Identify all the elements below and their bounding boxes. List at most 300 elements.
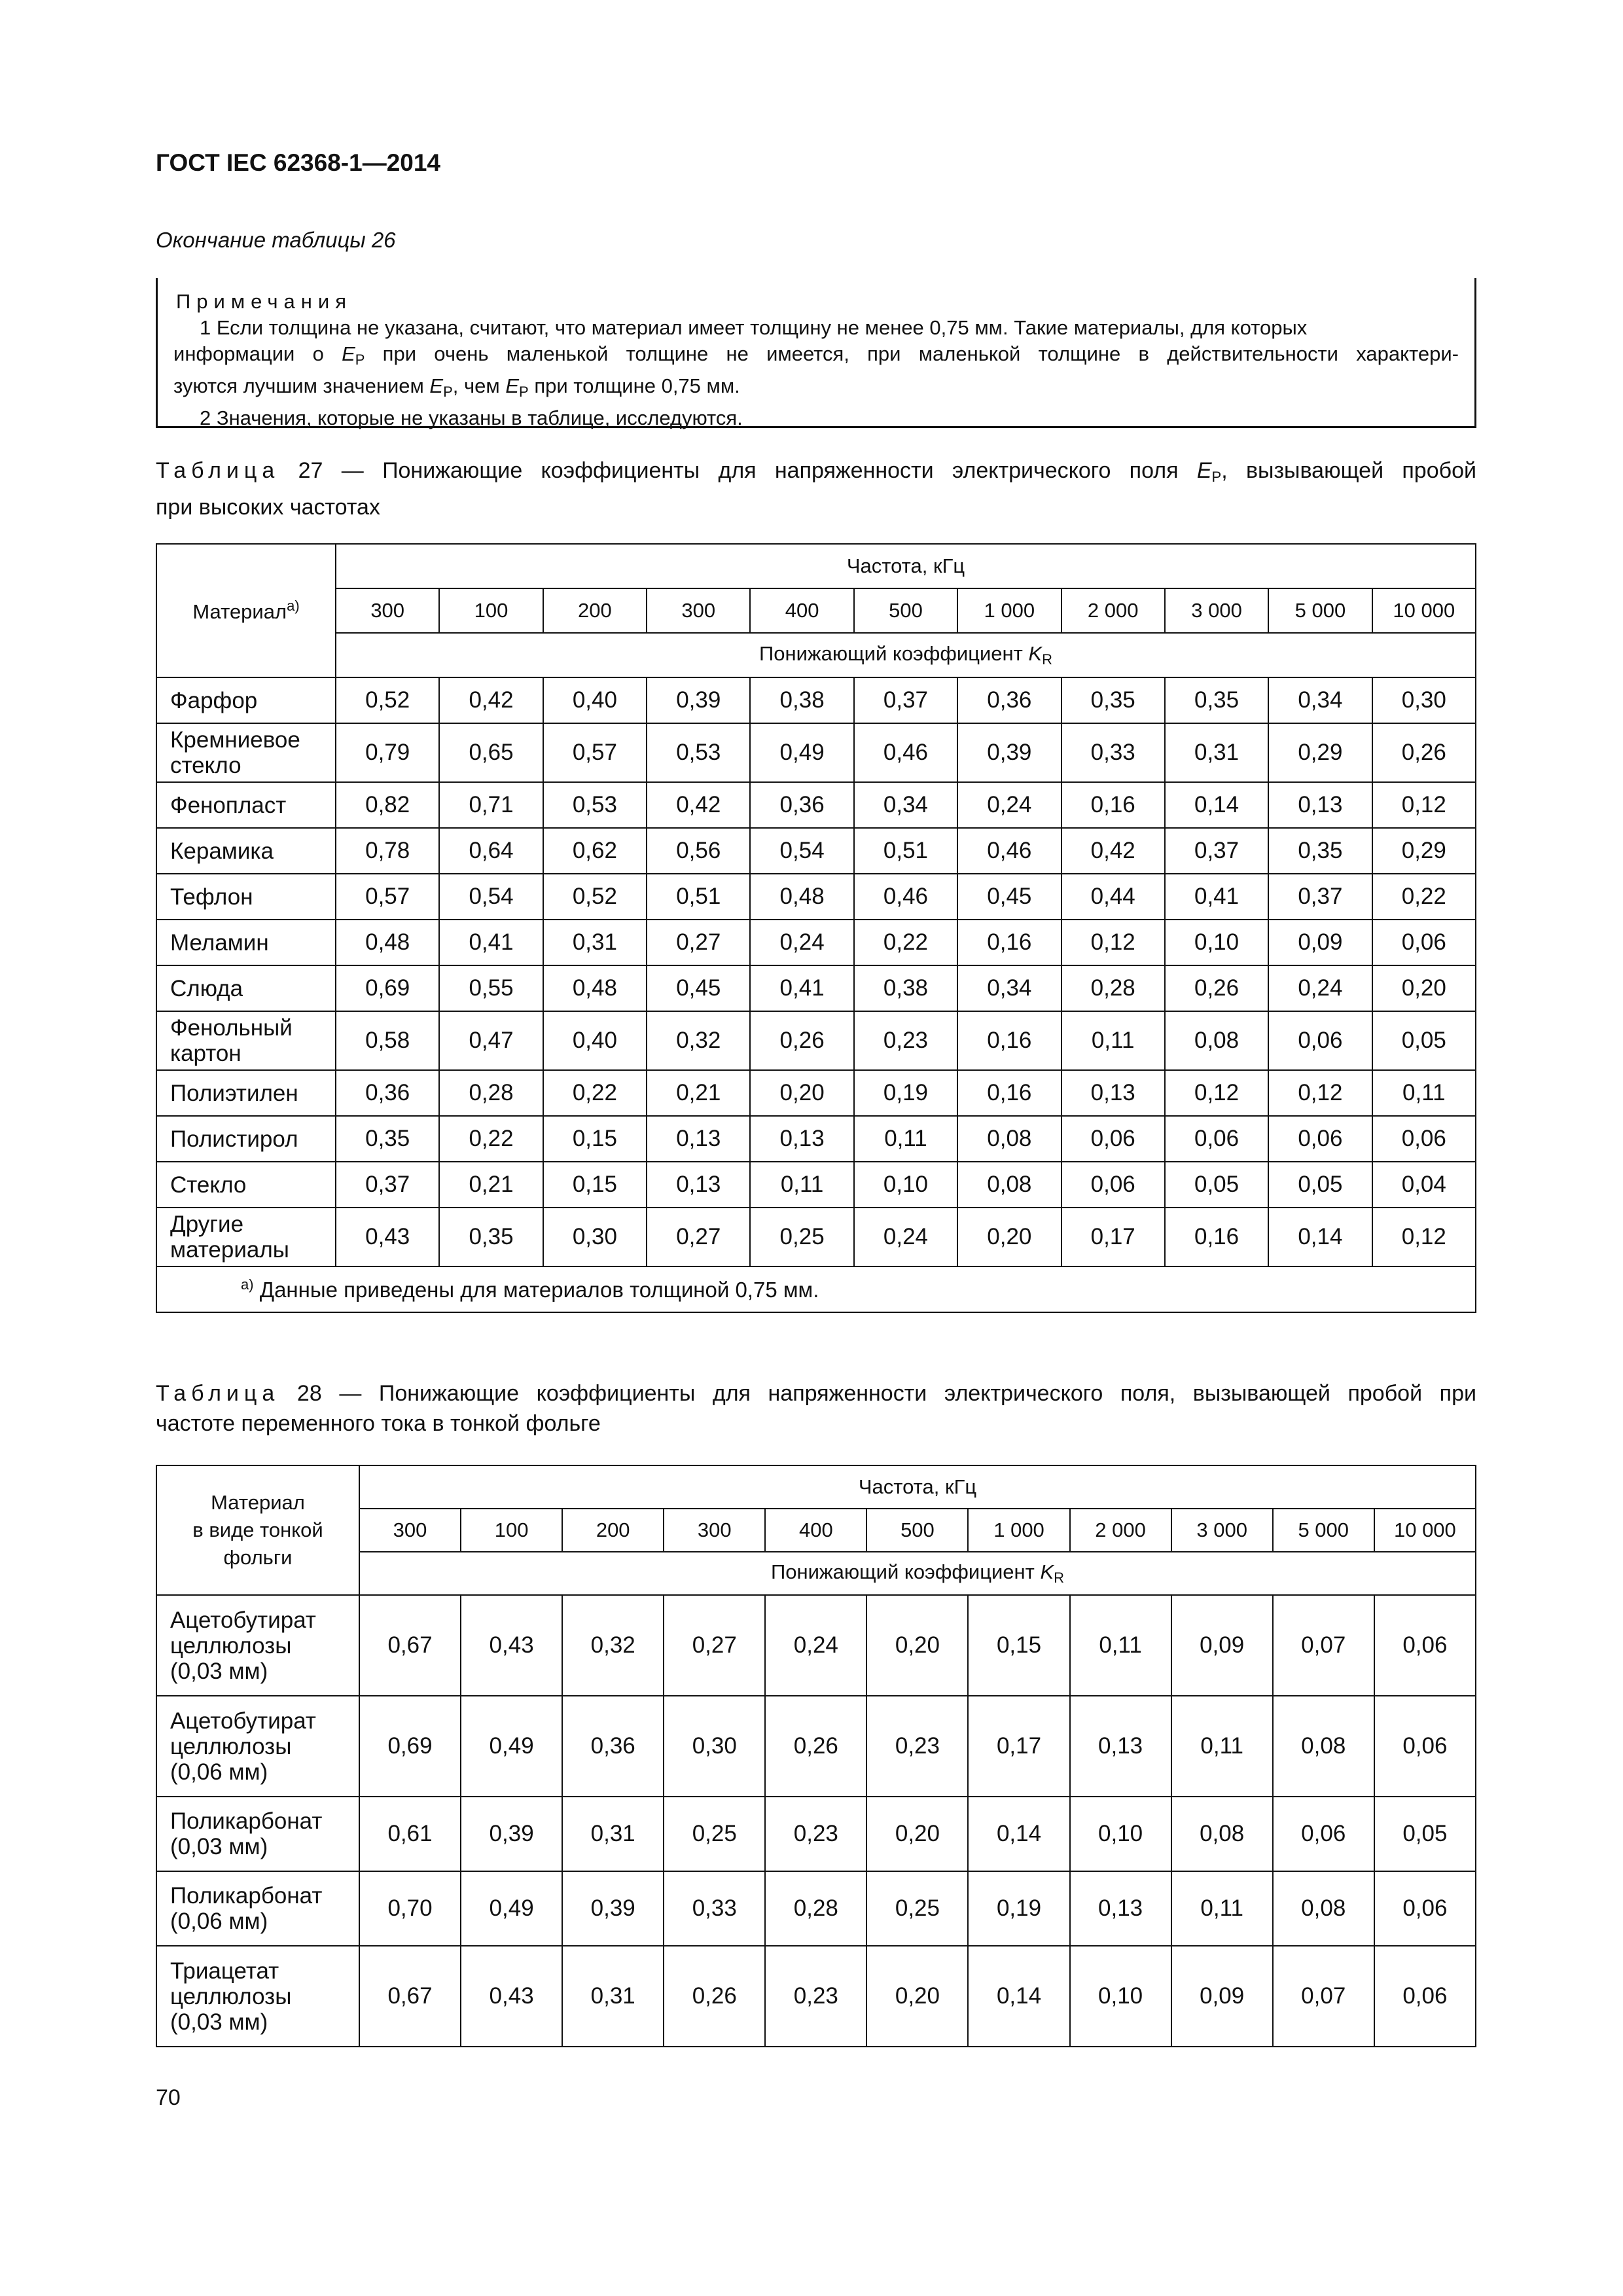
material-name-line: Другие [170, 1211, 244, 1237]
value-cell: 0,67 [359, 1946, 461, 2047]
value-cell: 0,30 [664, 1696, 765, 1797]
value-cell: 0,54 [439, 874, 543, 920]
value-cell: 0,35 [1061, 677, 1165, 723]
value-cell: 0,06 [1372, 920, 1476, 965]
table-28-caption: Таблица 28 — Понижающие коэффициенты для напряженности электрического поля, вызывающей пробой при частоте переменного тока в тонкой фольге [156, 1381, 1476, 1436]
frequency-cell: 300 [336, 588, 439, 633]
value-cell: 0,36 [562, 1696, 664, 1797]
frequency-cell: 300 [359, 1509, 461, 1552]
value-cell: 0,12 [1372, 1208, 1476, 1266]
value-cell: 0,42 [439, 677, 543, 723]
value-cell: 0,06 [1374, 1595, 1476, 1696]
material-name-line: Меламин [170, 929, 269, 956]
value-cell: 0,24 [1268, 965, 1372, 1011]
value-cell: 0,14 [968, 1946, 1069, 2047]
value-cell: 0,33 [664, 1871, 765, 1946]
value-cell: 0,35 [336, 1116, 439, 1162]
material-cell [156, 1208, 336, 1266]
coefficient-subscript: R [1054, 1570, 1065, 1586]
coefficient-symbol: K [1040, 1560, 1054, 1583]
value-cell: 0,43 [336, 1208, 439, 1266]
value-cell: 0,10 [1070, 1946, 1171, 2047]
value-cell: 0,36 [336, 1070, 439, 1116]
frequency-cell: 300 [647, 588, 750, 633]
note-1-line-3: зуются лучшим значением $E_P$, чем $E_P$ при толщине 0,75 мм. [173, 374, 740, 400]
value-cell: 0,33 [1061, 723, 1165, 782]
value-cell: 0,28 [439, 1070, 543, 1116]
material-cell [156, 874, 336, 920]
value-cell: 0,37 [336, 1162, 439, 1208]
frequency-cell: 300 [664, 1509, 765, 1552]
value-cell: 0,27 [664, 1595, 765, 1696]
frequency-cell: 10 000 [1374, 1509, 1476, 1552]
material-cell [156, 1116, 336, 1162]
value-cell: 0,37 [1165, 828, 1268, 874]
value-cell: 0,30 [1372, 677, 1476, 723]
value-cell: 0,24 [765, 1595, 866, 1696]
material-name-line: Фенольный [170, 1015, 293, 1041]
value-cell: 0,46 [957, 828, 1061, 874]
value-cell: 0,16 [1165, 1208, 1268, 1266]
value-cell: 0,11 [1171, 1696, 1273, 1797]
value-cell: 0,39 [562, 1871, 664, 1946]
value-cell: 0,53 [647, 723, 750, 782]
value-cell: 0,05 [1374, 1797, 1476, 1871]
table-row [156, 1070, 1476, 1116]
material-name-line: (0,03 мм) [170, 1658, 268, 1684]
value-cell: 0,09 [1268, 920, 1372, 965]
value-cell: 0,29 [1372, 828, 1476, 874]
value-cell: 0,13 [1061, 1070, 1165, 1116]
value-cell: 0,07 [1273, 1946, 1374, 2047]
material-name-line: (0,03 мм) [170, 2009, 268, 2035]
value-cell: 0,06 [1268, 1011, 1372, 1070]
value-cell: 0,45 [957, 874, 1061, 920]
value-cell: 0,49 [750, 723, 853, 782]
value-cell: 0,13 [647, 1162, 750, 1208]
value-cell: 0,20 [1372, 965, 1476, 1011]
table-row [156, 1116, 1476, 1162]
value-cell: 0,82 [336, 782, 439, 828]
value-cell: 0,35 [439, 1208, 543, 1266]
value-cell: 0,14 [1268, 1208, 1372, 1266]
frequency-cell: 500 [854, 588, 957, 633]
value-cell: 0,05 [1165, 1162, 1268, 1208]
value-cell: 0,04 [1372, 1162, 1476, 1208]
value-cell: 0,21 [439, 1162, 543, 1208]
coefficient-row [156, 633, 1476, 677]
material-cell [156, 828, 336, 874]
value-cell: 0,62 [543, 828, 647, 874]
value-cell: 0,24 [854, 1208, 957, 1266]
material-cell [156, 1946, 359, 2047]
value-cell: 0,32 [647, 1011, 750, 1070]
notes-box [156, 278, 1476, 428]
frequency-cell: 1 000 [957, 588, 1061, 633]
notes-title: Примечания [176, 290, 352, 313]
value-cell: 0,16 [957, 1011, 1061, 1070]
value-cell: 0,40 [543, 677, 647, 723]
material-header [156, 544, 336, 677]
value-cell: 0,12 [1165, 1070, 1268, 1116]
material-cell [156, 1797, 359, 1871]
coefficient-symbol: K [1028, 642, 1043, 665]
coefficient-header-text: Понижающий коэффициент [758, 642, 1029, 665]
material-cell [156, 723, 336, 782]
value-cell: 0,06 [1374, 1696, 1476, 1797]
value-cell: 0,08 [1165, 1011, 1268, 1070]
material-name-line: (0,06 мм) [170, 1759, 268, 1785]
table-row [156, 1871, 1476, 1946]
value-cell: 0,42 [1061, 828, 1165, 874]
value-cell: 0,71 [439, 782, 543, 828]
value-cell: 0,38 [750, 677, 853, 723]
frequency-cell: 200 [543, 588, 647, 633]
value-cell: 0,46 [854, 874, 957, 920]
value-cell: 0,26 [765, 1696, 866, 1797]
value-cell: 0,28 [1061, 965, 1165, 1011]
value-cell: 0,48 [750, 874, 853, 920]
value-cell: 0,26 [1372, 723, 1476, 782]
value-cell: 0,49 [461, 1871, 562, 1946]
material-name-line: целлюлозы [170, 1733, 292, 1759]
value-cell: 0,43 [461, 1595, 562, 1696]
value-cell: 0,43 [461, 1946, 562, 2047]
value-cell: 0,20 [866, 1797, 968, 1871]
material-header-line: в виде тонкой [192, 1518, 323, 1541]
material-name-line: Тефлон [170, 884, 253, 910]
value-cell: 0,25 [866, 1871, 968, 1946]
value-cell: 0,10 [854, 1162, 957, 1208]
value-cell: 0,36 [750, 782, 853, 828]
table-row [156, 1797, 1476, 1871]
value-cell: 0,78 [336, 828, 439, 874]
value-cell: 0,34 [957, 965, 1061, 1011]
table-row [156, 874, 1476, 920]
material-name-line: Ацетобутират [170, 1607, 316, 1633]
value-cell: 0,22 [439, 1116, 543, 1162]
coefficient-header [336, 633, 1476, 677]
value-cell: 0,08 [957, 1116, 1061, 1162]
frequency-cell: 100 [439, 588, 543, 633]
value-cell: 0,08 [1273, 1871, 1374, 1946]
value-cell: 0,30 [543, 1208, 647, 1266]
header-row [156, 1465, 1476, 1509]
value-cell: 0,14 [968, 1797, 1069, 1871]
value-cell: 0,29 [1268, 723, 1372, 782]
page-number: 70 [156, 2085, 181, 2110]
value-cell: 0,15 [968, 1595, 1069, 1696]
value-cell: 0,25 [664, 1797, 765, 1871]
material-name-line: Поликарбонат [170, 1808, 323, 1834]
value-cell: 0,32 [562, 1595, 664, 1696]
value-cell: 0,48 [336, 920, 439, 965]
value-cell: 0,38 [854, 965, 957, 1011]
material-name-line: Триацетат [170, 1958, 279, 1984]
value-cell: 0,48 [543, 965, 647, 1011]
value-cell: 0,57 [543, 723, 647, 782]
value-cell: 0,55 [439, 965, 543, 1011]
value-cell: 0,21 [647, 1070, 750, 1116]
material-cell [156, 1162, 336, 1208]
frequency-cell: 2 000 [1061, 588, 1165, 633]
value-cell: 0,51 [647, 874, 750, 920]
value-cell: 0,46 [854, 723, 957, 782]
value-cell: 0,12 [1268, 1070, 1372, 1116]
material-cell [156, 1595, 359, 1696]
value-cell: 0,20 [957, 1208, 1061, 1266]
document-header: ГОСТ IEC 62368-1—2014 [156, 149, 441, 176]
note-1-line-1: 1 Если толщина не указана, считают, что материал имеет толщину не менее 0,75 мм. Такие материалы, для которых [200, 316, 1308, 339]
material-name-line: стекло [170, 753, 241, 778]
value-cell: 0,15 [543, 1116, 647, 1162]
material-cell [156, 1011, 336, 1070]
value-cell: 0,05 [1268, 1162, 1372, 1208]
material-name-line: целлюлозы [170, 1983, 292, 2009]
value-cell: 0,06 [1165, 1116, 1268, 1162]
value-cell: 0,52 [543, 874, 647, 920]
table-row [156, 677, 1476, 723]
material-name-line: (0,06 мм) [170, 1909, 268, 1934]
material-cell [156, 677, 336, 723]
value-cell: 0,13 [1070, 1696, 1171, 1797]
table-row [156, 1011, 1476, 1070]
coefficient-subscript: R [1042, 651, 1053, 668]
table-27 [156, 543, 1476, 1313]
value-cell: 0,23 [765, 1797, 866, 1871]
value-cell: 0,11 [1171, 1871, 1273, 1946]
material-cell [156, 782, 336, 828]
value-cell: 0,40 [543, 1011, 647, 1070]
value-cell: 0,06 [1061, 1116, 1165, 1162]
value-cell: 0,47 [439, 1011, 543, 1070]
value-cell: 0,24 [750, 920, 853, 965]
frequency-cell: 1 000 [968, 1509, 1069, 1552]
value-cell: 0,20 [866, 1946, 968, 2047]
value-cell: 0,70 [359, 1871, 461, 1946]
frequency-cell: 200 [562, 1509, 664, 1552]
value-cell: 0,24 [957, 782, 1061, 828]
material-name-line: Поликарбонат [170, 1883, 323, 1909]
value-cell: 0,17 [968, 1696, 1069, 1797]
value-cell: 0,12 [1372, 782, 1476, 828]
value-cell: 0,06 [1273, 1797, 1374, 1871]
value-cell: 0,31 [1165, 723, 1268, 782]
value-cell: 0,31 [562, 1946, 664, 2047]
value-cell: 0,13 [647, 1116, 750, 1162]
value-cell: 0,05 [1372, 1011, 1476, 1070]
footnote-row [156, 1266, 1476, 1312]
value-cell: 0,08 [1171, 1797, 1273, 1871]
value-cell: 0,67 [359, 1595, 461, 1696]
value-cell: 0,26 [750, 1011, 853, 1070]
value-cell: 0,41 [1165, 874, 1268, 920]
material-name-line: Полиэтилен [170, 1080, 298, 1106]
value-cell: 0,09 [1171, 1595, 1273, 1696]
footnote-cell [156, 1266, 1476, 1312]
value-cell: 0,06 [1061, 1162, 1165, 1208]
material-header [156, 1465, 359, 1595]
material-cell [156, 965, 336, 1011]
material-name-line: материалы [170, 1237, 289, 1263]
value-cell: 0,39 [647, 677, 750, 723]
table-row [156, 965, 1476, 1011]
value-cell: 0,26 [1165, 965, 1268, 1011]
footnote-text: Данные приведены для материалов толщиной 0,75 мм. [253, 1278, 819, 1302]
material-name-line: целлюлозы [170, 1632, 292, 1659]
frequency-cell: 5 000 [1273, 1509, 1374, 1552]
value-cell: 0,12 [1061, 920, 1165, 965]
material-name-line: Полистирол [170, 1126, 298, 1152]
material-name-line: (0,03 мм) [170, 1834, 268, 1859]
coefficient-header-text: Понижающий коэффициент [770, 1560, 1041, 1583]
material-header-line: фольги [223, 1546, 293, 1569]
value-cell: 0,11 [1061, 1011, 1165, 1070]
value-cell: 0,16 [957, 1070, 1061, 1116]
value-cell: 0,19 [968, 1871, 1069, 1946]
value-cell: 0,06 [1372, 1116, 1476, 1162]
value-cell: 0,11 [1372, 1070, 1476, 1116]
value-cell: 0,22 [854, 920, 957, 965]
value-cell: 0,54 [750, 828, 853, 874]
value-cell: 0,23 [854, 1011, 957, 1070]
value-cell: 0,35 [1165, 677, 1268, 723]
value-cell: 0,39 [957, 723, 1061, 782]
table-row [156, 1696, 1476, 1797]
frequency-header: Частота, кГц [336, 544, 1476, 588]
frequency-cell: 2 000 [1070, 1509, 1171, 1552]
value-cell: 0,13 [1268, 782, 1372, 828]
frequency-cell: 5 000 [1268, 588, 1372, 633]
table-27-caption: Таблица 27 — Понижающие коэффициенты для напряженности электрического поля $E_P$, вызывающей пробой при высоких частотах [156, 458, 1477, 520]
value-cell: 0,08 [1273, 1696, 1374, 1797]
coefficient-header [359, 1552, 1476, 1595]
value-cell: 0,10 [1070, 1797, 1171, 1871]
frequency-cell: 400 [750, 588, 853, 633]
value-cell: 0,65 [439, 723, 543, 782]
value-cell: 0,37 [854, 677, 957, 723]
material-name-line: Фарфор [170, 687, 258, 713]
value-cell: 0,11 [750, 1162, 853, 1208]
table-row [156, 1946, 1476, 2047]
value-cell: 0,20 [866, 1595, 968, 1696]
value-cell: 0,16 [1061, 782, 1165, 828]
table-row [156, 1595, 1476, 1696]
table-row [156, 920, 1476, 965]
header-row [156, 544, 1476, 588]
value-cell: 0,13 [750, 1116, 853, 1162]
note-2: 2 Значения, которые не указаны в таблице, исследуются. [200, 406, 743, 429]
table-row [156, 828, 1476, 874]
value-cell: 0,23 [765, 1946, 866, 2047]
table-continuation-label: Окончание таблицы 26 [156, 228, 396, 252]
value-cell: 0,15 [543, 1162, 647, 1208]
table-28 [156, 1465, 1476, 2047]
value-cell: 0,17 [1061, 1208, 1165, 1266]
value-cell: 0,35 [1268, 828, 1372, 874]
value-cell: 0,27 [647, 920, 750, 965]
value-cell: 0,41 [750, 965, 853, 1011]
material-name-line: Керамика [170, 838, 274, 864]
value-cell: 0,16 [957, 920, 1061, 965]
value-cell: 0,06 [1268, 1116, 1372, 1162]
value-cell: 0,28 [765, 1871, 866, 1946]
material-cell [156, 1696, 359, 1797]
frequency-cell: 100 [461, 1509, 562, 1552]
frequency-cell: 3 000 [1171, 1509, 1273, 1552]
value-cell: 0,37 [1268, 874, 1372, 920]
table-row [156, 723, 1476, 782]
value-cell: 0,27 [647, 1208, 750, 1266]
value-cell: 0,25 [750, 1208, 853, 1266]
frequency-cell: 3 000 [1165, 588, 1268, 633]
value-cell: 0,19 [854, 1070, 957, 1116]
value-cell: 0,79 [336, 723, 439, 782]
value-cell: 0,69 [359, 1696, 461, 1797]
value-cell: 0,39 [461, 1797, 562, 1871]
value-cell: 0,34 [1268, 677, 1372, 723]
value-cell: 0,57 [336, 874, 439, 920]
value-cell: 0,06 [1374, 1871, 1476, 1946]
material-cell [156, 920, 336, 965]
value-cell: 0,11 [1070, 1595, 1171, 1696]
material-name-line: Ацетобутират [170, 1708, 316, 1734]
table-row [156, 782, 1476, 828]
value-cell: 0,09 [1171, 1946, 1273, 2047]
material-header-text: Материал [192, 600, 287, 623]
value-cell: 0,49 [461, 1696, 562, 1797]
material-cell [156, 1070, 336, 1116]
frequency-cell: 500 [866, 1509, 968, 1552]
material-name-line: Кремниевое [170, 727, 300, 753]
value-cell: 0,56 [647, 828, 750, 874]
value-cell: 0,61 [359, 1797, 461, 1871]
material-header-line: Материал [211, 1491, 305, 1514]
value-cell: 0,13 [1070, 1871, 1171, 1946]
frequency-header: Частота, кГц [359, 1465, 1476, 1509]
value-cell: 0,06 [1374, 1946, 1476, 2047]
note-1-line-2: информации о $E_P$ при очень маленькой толщине не имеется, при маленькой толщине в действительности характери- [173, 342, 1459, 368]
value-cell: 0,51 [854, 828, 957, 874]
table-row [156, 1162, 1476, 1208]
value-cell: 0,31 [543, 920, 647, 965]
material-name-line: Стекло [170, 1172, 247, 1198]
value-cell: 0,14 [1165, 782, 1268, 828]
material-name-line: Фенопласт [170, 792, 287, 818]
frequency-row [156, 588, 1476, 633]
material-name-line: Слюда [170, 975, 243, 1001]
value-cell: 0,36 [957, 677, 1061, 723]
value-cell: 0,22 [543, 1070, 647, 1116]
value-cell: 0,69 [336, 965, 439, 1011]
value-cell: 0,58 [336, 1011, 439, 1070]
value-cell: 0,31 [562, 1797, 664, 1871]
footnote-mark: a) [241, 1276, 254, 1293]
frequency-cell: 400 [765, 1509, 866, 1552]
value-cell: 0,26 [664, 1946, 765, 2047]
value-cell: 0,22 [1372, 874, 1476, 920]
value-cell: 0,34 [854, 782, 957, 828]
value-cell: 0,41 [439, 920, 543, 965]
value-cell: 0,45 [647, 965, 750, 1011]
value-cell: 0,11 [854, 1116, 957, 1162]
value-cell: 0,53 [543, 782, 647, 828]
value-cell: 0,08 [957, 1162, 1061, 1208]
value-cell: 0,44 [1061, 874, 1165, 920]
value-cell: 0,64 [439, 828, 543, 874]
value-cell: 0,52 [336, 677, 439, 723]
table-row [156, 1208, 1476, 1266]
